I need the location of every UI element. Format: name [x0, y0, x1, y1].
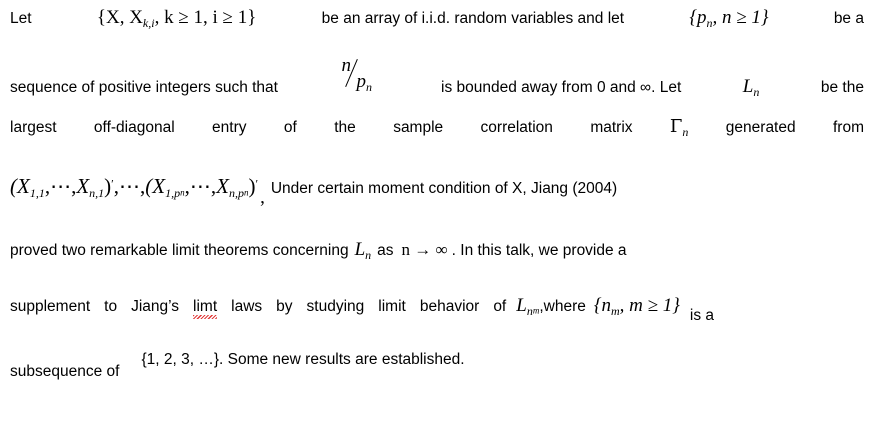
- math-L: L: [742, 76, 754, 97]
- math-L-n: [743, 77, 760, 98]
- text-where: ,where: [539, 298, 586, 315]
- fraction-denominator-base: p: [356, 71, 366, 92]
- math-vec1-sub-11: 1,1: [29, 185, 45, 200]
- math-vec2-close: ): [248, 174, 256, 198]
- math-vec1-dots: ,⋯,: [44, 174, 77, 198]
- math-array-set: [97, 8, 257, 29]
- text-is-a: is a: [689, 307, 715, 324]
- text-correlation: correlation: [480, 119, 553, 136]
- abstract-line-2: [10, 55, 864, 99]
- line-3-row: [10, 118, 864, 138]
- math-p-subscript: n: [706, 15, 713, 30]
- fraction-numerator: n: [341, 55, 351, 76]
- math-fraction-n-over-pn: [340, 55, 380, 94]
- text-the: the: [334, 119, 356, 136]
- text-offdiagonal: off-diagonal: [93, 119, 175, 136]
- math-vector-list: [10, 176, 258, 199]
- math-vec1-X: X: [76, 174, 90, 198]
- math-vec2-sub-1p-n: n: [180, 187, 185, 198]
- text-sequence-of: sequence of positive integers such that: [10, 79, 278, 96]
- math-nm-set: [594, 296, 680, 317]
- math-nm-open: {n: [593, 295, 611, 316]
- math-L-nm-subsub: m: [532, 305, 540, 316]
- text-limit: limit: [378, 298, 406, 315]
- math-gamma: Γ: [669, 116, 683, 137]
- math-gamma-n: [670, 118, 689, 138]
- line-6-row: [10, 295, 864, 324]
- text-sample: sample: [393, 119, 444, 136]
- math-vec1-close: ): [104, 174, 112, 198]
- line-7-row: [10, 351, 864, 380]
- math-array-close: , k ≥ 1, i ≥ 1}: [154, 7, 257, 28]
- math-vec2-dots: ,⋯,: [184, 174, 217, 198]
- text-set-braces: {1, 2, 3, …}. Some new results are established.: [141, 351, 465, 368]
- math-L-nm-sub: n: [526, 303, 533, 318]
- text-laws: laws: [231, 298, 263, 315]
- text-proved-two: proved two remarkable limit theorems concerning: [10, 242, 349, 259]
- math-vec2-sub-np: n,p: [228, 185, 244, 200]
- math-L-n-2: [355, 240, 372, 261]
- text-by: by: [276, 298, 293, 315]
- text-from: from: [833, 119, 864, 136]
- text-behavior: behavior: [419, 298, 480, 315]
- math-vec1-sub-n1: n,1: [89, 185, 105, 200]
- abstract-line-1: [10, 8, 864, 29]
- math-middle-dots: ,⋯,: [113, 174, 146, 198]
- abstract-line-3: [10, 118, 864, 138]
- math-array-open: {X, X: [96, 7, 143, 28]
- abstract-line-4: [10, 174, 864, 208]
- text-be-a: be a: [833, 10, 864, 27]
- text-entry: entry: [212, 119, 247, 136]
- line-1-row: [10, 8, 864, 29]
- math-n-to-infinity: n → ∞: [401, 240, 448, 259]
- text-under-certain: Under certain moment condition of X, Jiang (2004): [270, 180, 618, 197]
- math-trailing-comma: ,: [260, 187, 265, 208]
- text-matrix: matrix: [590, 119, 633, 136]
- math-L-nm: [516, 296, 539, 317]
- math-vec2-sub-np-n: n: [243, 187, 249, 198]
- text-of-2: of: [493, 298, 507, 315]
- text-subsequence-of: subsequence of: [10, 363, 120, 380]
- math-p-set: [689, 8, 768, 29]
- text-is-bounded: is bounded away from 0 and ∞. Let: [441, 79, 682, 96]
- math-L-2: L: [354, 239, 366, 260]
- math-vec2-sub-1p: 1,p: [165, 185, 181, 200]
- math-vec2-X: X: [216, 174, 229, 198]
- math-L-subscript: n: [753, 84, 760, 99]
- math-L-2-subscript: n: [365, 247, 372, 262]
- math-p-open: {p: [689, 7, 707, 28]
- text-largest: largest: [10, 119, 57, 136]
- text-of: of: [283, 119, 297, 136]
- text-supplement: supplement: [10, 298, 91, 315]
- math-vec1-open: (X: [10, 174, 30, 198]
- text-let: Let: [10, 10, 32, 27]
- text-as: as: [377, 242, 394, 259]
- math-array-subscript: k,i: [142, 15, 155, 30]
- abstract-line-5: [10, 240, 864, 261]
- text-studying: studying: [306, 298, 365, 315]
- fraction-denominator-sub: n: [366, 79, 372, 94]
- math-L-nm-base: L: [516, 295, 527, 316]
- math-nm-close: , m ≥ 1}: [619, 295, 680, 316]
- abstract-line-7: [10, 351, 864, 380]
- text-in-this-talk: . In this talk, we provide a: [451, 242, 627, 259]
- math-vec2-open: (X: [145, 174, 166, 198]
- text-be-an-array: be an array of i.i.d. random variables and let: [321, 10, 625, 27]
- line-5-row: [10, 240, 864, 261]
- fraction-denominator: [357, 72, 373, 93]
- line-2-row: [10, 55, 864, 99]
- line-4-row: [10, 174, 864, 208]
- abstract-line-6: [10, 295, 864, 324]
- math-vec1-prime: ′: [111, 176, 114, 191]
- text-to: to: [104, 298, 118, 315]
- text-be-the: be the: [820, 79, 864, 96]
- math-nm-sub: m: [610, 303, 620, 318]
- math-gamma-subscript: n: [682, 124, 689, 139]
- text-jiangs: Jiang’s: [131, 298, 180, 315]
- math-vec2-prime: ′: [255, 176, 259, 191]
- math-p-close: , n ≥ 1}: [712, 7, 769, 28]
- text-generated: generated: [725, 119, 796, 136]
- text-limt-misspelled: limt: [193, 298, 218, 315]
